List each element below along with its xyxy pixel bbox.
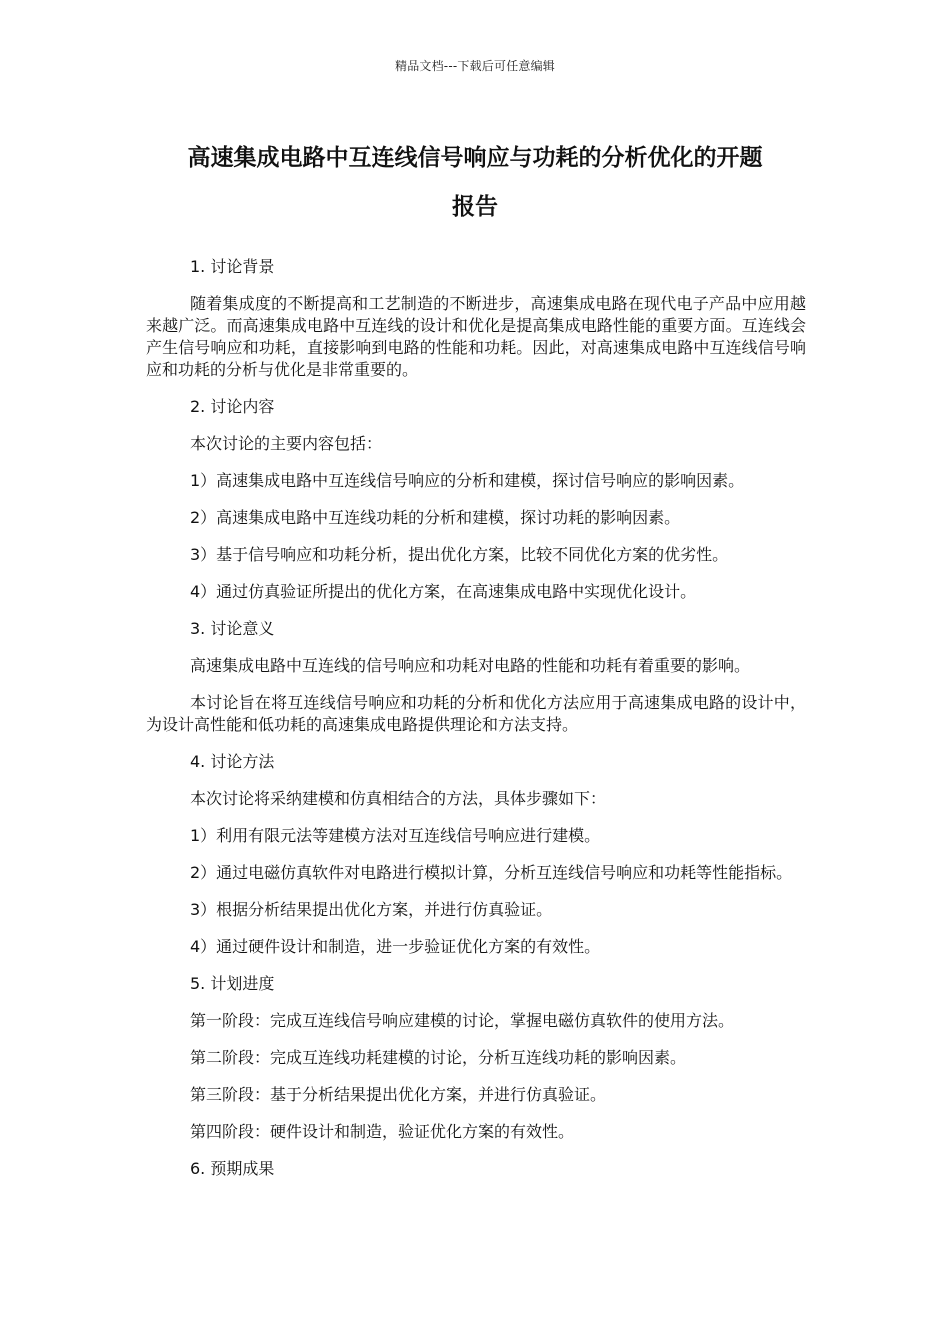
method-item-3: 3）根据分析结果提出优化方案，并进行仿真验证。: [190, 900, 553, 919]
document-body: [146, 256, 806, 1195]
significance-paragraph-1: 高速集成电路中互连线的信号响应和功耗对电路的性能和功耗有着重要的影响。: [190, 656, 751, 675]
method-item-2: 2）通过电磁仿真软件对电路进行模拟计算，分析互连线信号响应和功耗等性能指标。: [190, 863, 793, 882]
content-item-2: 2）高速集成电路中互连线功耗的分析和建模，探讨功耗的影响因素。: [190, 508, 681, 527]
method-item-1: 1）利用有限元法等建模方法对互连线信号响应进行建模。: [190, 826, 601, 845]
content-item-4: 4）通过仿真验证所提出的优化方案，在高速集成电路中实现优化设计。: [190, 582, 697, 601]
method-intro: 本次讨论将采纳建模和仿真相结合的方法，具体步骤如下：: [190, 789, 607, 808]
section-heading-content: 2. 讨论内容: [190, 397, 275, 416]
title-line-2: 报告: [452, 194, 498, 220]
content-item-3: 3）基于信号响应和功耗分析，提出优化方案，比较不同优化方案的优劣性。: [190, 545, 729, 564]
document-title: [146, 134, 804, 232]
significance-paragraph-2: 本讨论旨在将互连线信号响应和功耗的分析和优化方法应用于高速集成电路的设计中，为设计高性能和低功耗的高速集成电路提供理论和方法支持。: [146, 693, 806, 734]
section-heading-significance: 3. 讨论意义: [190, 619, 275, 638]
section-heading-outcomes: 6. 预期成果: [190, 1159, 275, 1178]
schedule-stage-1: 第一阶段：完成互连线信号响应建模的讨论，掌握电磁仿真软件的使用方法。: [190, 1011, 735, 1030]
background-paragraph: 随着集成度的不断提高和工艺制造的不断进步，高速集成电路在现代电子产品中应用越来越广泛。而高速集成电路中互连线的设计和优化是提高集成电路性能的重要方面。互连线会产生信号响应和功耗，直接影响到电路的性能和功耗。因此，对高速集成电路中互连线信号响应和功耗的分析与优化是非常重要的。: [146, 294, 806, 379]
schedule-stage-4: 第四阶段：硬件设计和制造，验证优化方案的有效性。: [190, 1122, 575, 1141]
content-item-1: 1）高速集成电路中互连线信号响应的分析和建模，探讨信号响应的影响因素。: [190, 471, 745, 490]
content-intro: 本次讨论的主要内容包括：: [190, 434, 383, 453]
section-heading-background: 1. 讨论背景: [190, 257, 275, 276]
schedule-stage-3: 第三阶段：基于分析结果提出优化方案，并进行仿真验证。: [190, 1085, 607, 1104]
schedule-stage-2: 第二阶段：完成互连线功耗建模的讨论，分析互连线功耗的影响因素。: [190, 1048, 687, 1067]
section-heading-schedule: 5. 计划进度: [190, 974, 275, 993]
section-heading-method: 4. 讨论方法: [190, 752, 275, 771]
title-line-1: 高速集成电路中互连线信号响应与功耗的分析优化的开题: [187, 145, 763, 171]
method-item-4: 4）通过硬件设计和制造，进一步验证优化方案的有效性。: [190, 937, 601, 956]
header-note: 精品文档---下载后可任意编辑: [395, 59, 555, 73]
